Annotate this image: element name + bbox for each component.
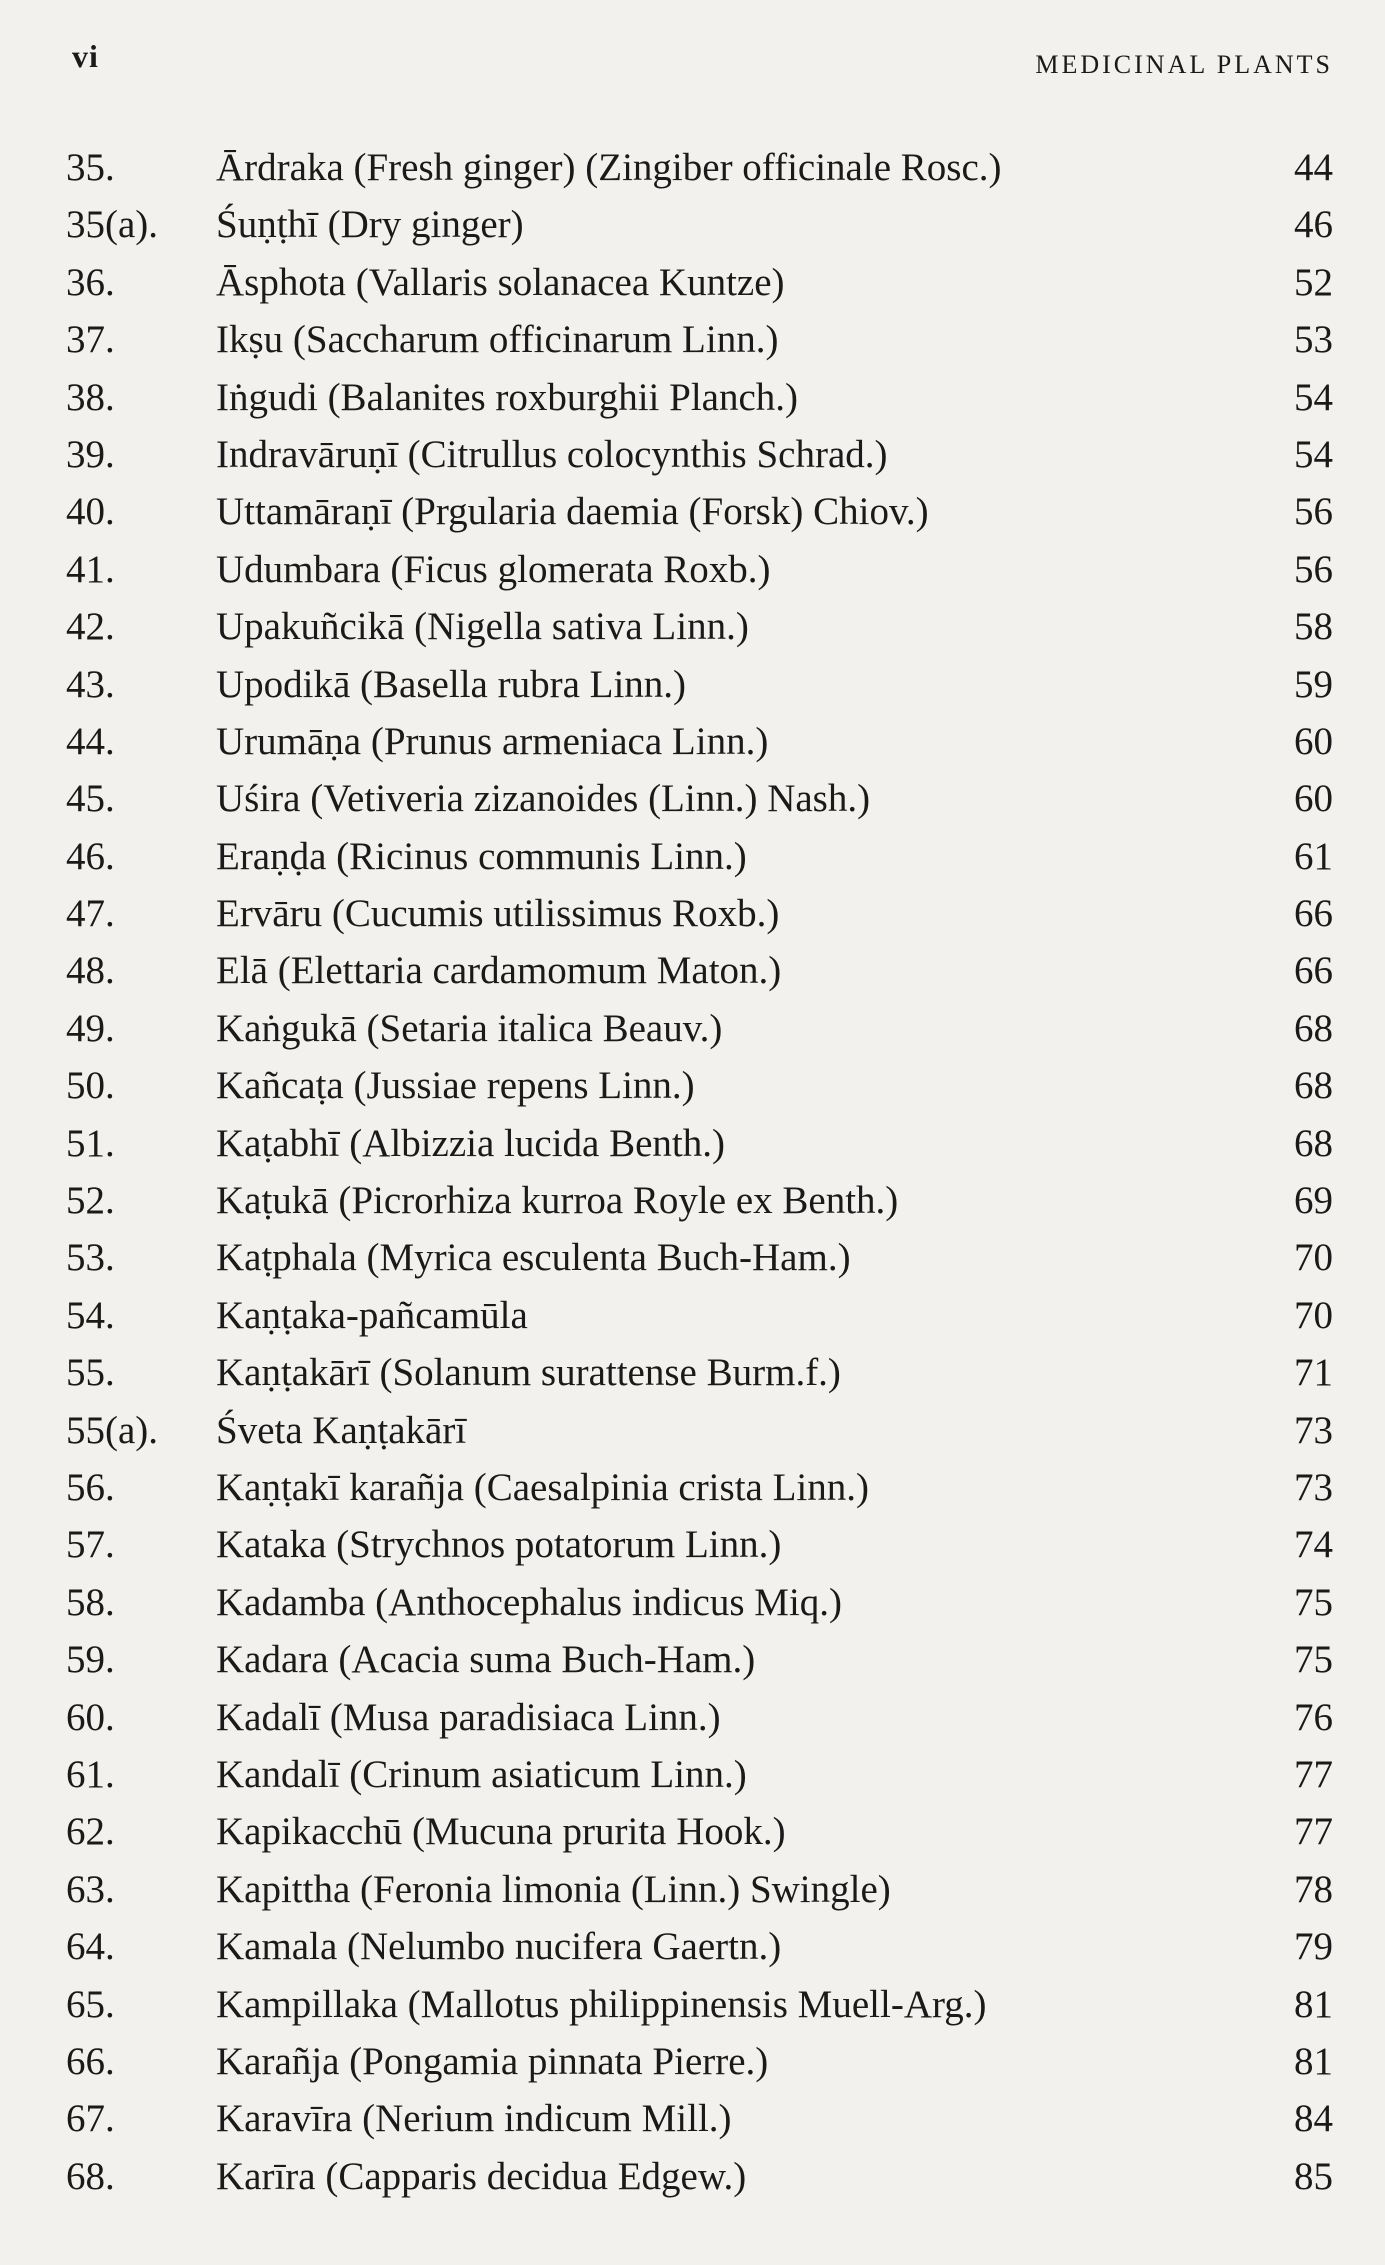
entry-title: Upodikā (Basella rubra Linn.): [216, 662, 687, 706]
entry-page-number: 79: [1294, 1925, 1333, 1969]
entry-page-number: 84: [1294, 2097, 1333, 2141]
entry-number: 35(a).: [66, 203, 159, 247]
toc-entry: [66, 828, 1333, 885]
entry-number: 40.: [66, 490, 115, 534]
entry-title: Kandalī (Crinum asiaticum Linn.): [216, 1752, 747, 1796]
entry-page-number: 73: [1294, 1465, 1333, 1509]
entry-title: Urumāṇa (Prunus armeniaca Linn.): [216, 719, 769, 763]
entry-title: Kapittha (Feronia limonia (Linn.) Swingle): [216, 1867, 891, 1911]
entry-page-number: 85: [1294, 2154, 1333, 2198]
toc-entry: [66, 541, 1333, 598]
toc-entry: [66, 1689, 1333, 1746]
entry-title: Upakuñcikā (Nigella sativa Linn.): [216, 605, 749, 649]
entry-number: 37.: [66, 318, 115, 362]
entry-page-number: 66: [1294, 949, 1333, 993]
entry-title: Kaṇṭaka-pañcamūla: [216, 1293, 528, 1337]
toc-entry: [66, 1459, 1333, 1516]
entry-number: 65.: [66, 1982, 115, 2026]
entry-number: 36.: [66, 260, 115, 304]
toc-entry: [66, 1803, 1333, 1860]
entry-page-number: 81: [1294, 2039, 1333, 2083]
toc-entry: [66, 713, 1333, 770]
entry-title: Kamala (Nelumbo nucifera Gaertn.): [216, 1925, 782, 1969]
entry-title: Kapikacchū (Mucuna prurita Hook.): [216, 1810, 786, 1854]
entry-page-number: 69: [1294, 1179, 1333, 1223]
entry-title: Śuṇṭhī (Dry ginger): [216, 203, 524, 247]
entry-title: Karīra (Capparis decidua Edgew.): [216, 2154, 747, 2198]
toc-entry: [66, 1402, 1333, 1459]
entry-number: 55.: [66, 1351, 115, 1395]
entry-title: Kaṭukā (Picrorhiza kurroa Royle ex Benth.): [216, 1179, 899, 1223]
entry-number: 41.: [66, 547, 115, 591]
entry-page-number: 60: [1294, 777, 1333, 821]
running-head: MEDICINAL PLANTS: [1035, 50, 1333, 79]
toc-entry: [66, 1344, 1333, 1401]
entry-title: Kaṅgukā (Setaria italica Beauv.): [216, 1006, 723, 1050]
entry-page-number: 73: [1294, 1408, 1333, 1452]
toc-entry: [66, 1172, 1333, 1229]
entry-title: Uśira (Vetiveria zizanoides (Linn.) Nash.): [216, 777, 871, 821]
toc-entry: [66, 311, 1333, 368]
entry-page-number: 61: [1294, 834, 1333, 878]
toc-entry: [66, 2033, 1333, 2090]
entry-number: 58.: [66, 1580, 115, 1624]
entry-page-number: 71: [1294, 1351, 1333, 1395]
entry-number: 54.: [66, 1293, 115, 1337]
entry-title: Kaṭabhī (Albizzia lucida Benth.): [216, 1121, 725, 1165]
entry-title: Kañcaṭa (Jussiae repens Linn.): [216, 1064, 695, 1108]
entry-title: Kadalī (Musa paradisiaca Linn.): [216, 1695, 721, 1739]
entry-title: Uttamāraṇī (Prgularia daemia (Forsk) Chiov.): [216, 490, 929, 534]
toc-entry: [66, 942, 1333, 999]
entry-number: 56.: [66, 1465, 115, 1509]
entry-number: 35.: [66, 146, 115, 189]
entry-page-number: 60: [1294, 719, 1333, 763]
entry-page-number: 44: [1294, 146, 1333, 189]
toc-entry: [66, 2090, 1333, 2147]
entry-title: Kaṇṭakī karañja (Caesalpinia crista Linn.): [216, 1465, 869, 1509]
entry-number: 67.: [66, 2097, 115, 2141]
entry-page-number: 54: [1294, 432, 1333, 476]
toc-entry: [66, 1516, 1333, 1573]
toc-entry: [66, 1229, 1333, 1286]
entry-number: 46.: [66, 834, 115, 878]
table-of-contents: [66, 139, 1333, 2205]
entry-number: 51.: [66, 1121, 115, 1165]
toc-entry: [66, 770, 1333, 827]
entry-page-number: 68: [1294, 1121, 1333, 1165]
entry-title: Karañja (Pongamia pinnata Pierre.): [216, 2039, 769, 2083]
toc-entry: [66, 369, 1333, 426]
page-header: [72, 38, 1333, 88]
entry-number: 39.: [66, 432, 115, 476]
entry-number: 62.: [66, 1810, 115, 1854]
toc-entry: [66, 1631, 1333, 1688]
toc-entry: [66, 1746, 1333, 1803]
entry-number: 42.: [66, 605, 115, 649]
entry-title: Kadamba (Anthocephalus indicus Miq.): [216, 1580, 843, 1624]
entry-title: Kadara (Acacia suma Buch-Ham.): [216, 1638, 756, 1682]
entry-number: 57.: [66, 1523, 115, 1567]
entry-title: Ārdraka (Fresh ginger) (Zingiber officinale Rosc.): [216, 146, 1002, 189]
entry-title: Udumbara (Ficus glomerata Roxb.): [216, 547, 771, 591]
entry-title: Āsphota (Vallaris solanacea Kuntze): [216, 260, 785, 304]
page-number: vi: [72, 38, 99, 74]
entry-number: 50.: [66, 1064, 115, 1108]
entry-title: Ervāru (Cucumis utilissimus Roxb.): [216, 892, 780, 936]
toc-entry: [66, 656, 1333, 713]
entry-title: Kaṭphala (Myrica esculenta Buch-Ham.): [216, 1236, 851, 1280]
toc-entry: [66, 1115, 1333, 1172]
entry-page-number: 46: [1294, 203, 1333, 247]
entry-number: 68.: [66, 2154, 115, 2198]
entry-title: Śveta Kaṇṭakārī: [216, 1408, 467, 1452]
entry-number: 63.: [66, 1867, 115, 1911]
entry-page-number: 76: [1294, 1695, 1333, 1739]
entry-page-number: 66: [1294, 892, 1333, 936]
entry-title: Iṅgudi (Balanites roxburghii Planch.): [216, 375, 799, 419]
entry-page-number: 53: [1294, 318, 1333, 362]
entry-page-number: 54: [1294, 375, 1333, 419]
toc-entry: [66, 1057, 1333, 1114]
entry-page-number: 77: [1294, 1810, 1333, 1854]
entry-number: 61.: [66, 1752, 115, 1796]
toc-entry: [66, 1976, 1333, 2033]
toc-entry: [66, 139, 1333, 196]
toc-entry: [66, 1000, 1333, 1057]
entry-page-number: 78: [1294, 1867, 1333, 1911]
entry-page-number: 68: [1294, 1064, 1333, 1108]
entry-number: 59.: [66, 1638, 115, 1682]
entry-number: 49.: [66, 1006, 115, 1050]
entry-number: 53.: [66, 1236, 115, 1280]
entry-number: 47.: [66, 892, 115, 936]
toc-entry: [66, 1287, 1333, 1344]
entry-number: 38.: [66, 375, 115, 419]
toc-entry: [66, 483, 1333, 540]
entry-number: 55(a).: [66, 1408, 159, 1452]
entry-page-number: 52: [1294, 260, 1333, 304]
entry-page-number: 81: [1294, 1982, 1333, 2026]
toc-entry: [66, 1574, 1333, 1631]
toc-entry: [66, 254, 1333, 311]
entry-page-number: 56: [1294, 547, 1333, 591]
entry-title: Elā (Elettaria cardamomum Maton.): [216, 949, 782, 993]
entry-number: 52.: [66, 1179, 115, 1223]
entry-page-number: 68: [1294, 1006, 1333, 1050]
toc-entry: [66, 426, 1333, 483]
entry-number: 48.: [66, 949, 115, 993]
toc-entry: [66, 885, 1333, 942]
entry-page-number: 56: [1294, 490, 1333, 534]
entry-page-number: 59: [1294, 662, 1333, 706]
entry-page-number: 75: [1294, 1638, 1333, 1682]
entry-page-number: 58: [1294, 605, 1333, 649]
toc-entry: [66, 1861, 1333, 1918]
entry-title: Ikṣu (Saccharum officinarum Linn.): [216, 318, 779, 362]
entry-page-number: 70: [1294, 1293, 1333, 1337]
entry-title: Karavīra (Nerium indicum Mill.): [216, 2097, 732, 2141]
entry-title: Indravāruṇī (Citrullus colocynthis Schrad.): [216, 432, 888, 476]
entry-page-number: 77: [1294, 1752, 1333, 1796]
toc-entry: [66, 196, 1333, 253]
entry-title: Kataka (Strychnos potatorum Linn.): [216, 1523, 782, 1567]
entry-number: 64.: [66, 1925, 115, 1969]
entry-title: Kampillaka (Mallotus philippinensis Muell-Arg.): [216, 1982, 987, 2026]
entry-page-number: 75: [1294, 1580, 1333, 1624]
entry-number: 43.: [66, 662, 115, 706]
entry-title: Eraṇḍa (Ricinus communis Linn.): [216, 834, 747, 878]
entry-number: 45.: [66, 777, 115, 821]
entry-number: 44.: [66, 719, 115, 763]
entry-page-number: 74: [1294, 1523, 1333, 1567]
entry-number: 66.: [66, 2039, 115, 2083]
toc-entry: [66, 1918, 1333, 1975]
entry-title: Kaṇṭakārī (Solanum surattense Burm.f.): [216, 1351, 841, 1395]
toc-entry: [66, 598, 1333, 655]
toc-entry: [66, 2148, 1333, 2205]
entry-page-number: 70: [1294, 1236, 1333, 1280]
entry-number: 60.: [66, 1695, 115, 1739]
